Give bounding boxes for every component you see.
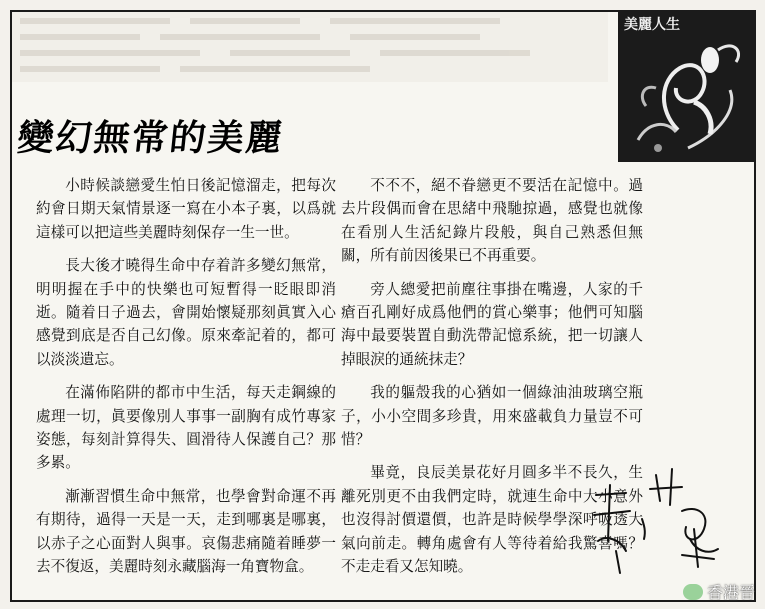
paragraph: 長大後才曉得生命中存着許多變幻無常，明明握在手中的快樂也可短暫得一眨眼即消逝。隨着日子過去，會開始懷疑那刻眞實入心感覺到底是否自己幻像。原來牽記着的，都可以淡淡遺忘。 [36,257,336,368]
column-badge [618,10,756,162]
handwritten-signature [586,455,736,585]
faded-header-strip [0,0,620,92]
paragraph: 不不不，絕不眷戀更不要活在記憶中。過去片段偶而會在思緒中飛馳掠過，感覺也就像在看別人生活紀錄片段般，與自己熟悉但無關，所有前因後果已不再重要。 [341,177,643,265]
paragraph: 旁人總愛把前塵往事掛在嘴邊，人家的千瘡百孔剛好成爲他們的賞心樂事；他們可知腦海中最要裝置自動洗帶記憶系統，把一切讓人掉眼淚的通統抹走？ [341,280,643,368]
watermark-text: 香港晉 [706,583,755,602]
paragraph: 我的軀殼我的心猶如一個綠油油玻璃空瓶子，小小空間多珍貴，用來盛載負力量豈不可惜？ [341,384,643,449]
paragraph: 漸漸習慣生命中無常，也學會對命運不再有期待，過得一天是一天，走到哪裏是哪裏，以赤子之心面對人與事。哀傷悲痛隨着睡夢一去不復返，美麗時刻永藏腦海一角寶物盒。 [36,487,336,576]
headline: 變幻無常的美麗 [15,118,286,159]
wechat-icon [683,584,703,600]
paragraph: 小時候談戀愛生怕日後記憶溜走，把每次約會日期天氣情景逐一寫在小本子裏，以爲就這樣可以把這些美麗時刻保存一生一世。 [36,177,336,241]
paragraph: 在滿佈陷阱的都市中生活，每天走鋼線的處理一切，眞要像別人事事一副胸有成竹專家姿態，每刻計算得失、圓滑待人保護自己？那多累。 [36,384,336,472]
watermark [683,580,755,603]
paragraph: 畢竟，良辰美景花好月圓多半不長久，生離死別更不由我們定時，就連生命中大小意外也沒得討價還價，也許是時候學學深呼吸透大氣向前走。轉角處會有人等待着給我驚喜嗎？不走走看又怎知曉。 [341,464,643,576]
column-badge-label: 美麗人生 [624,17,680,33]
left-column [36,174,336,589]
